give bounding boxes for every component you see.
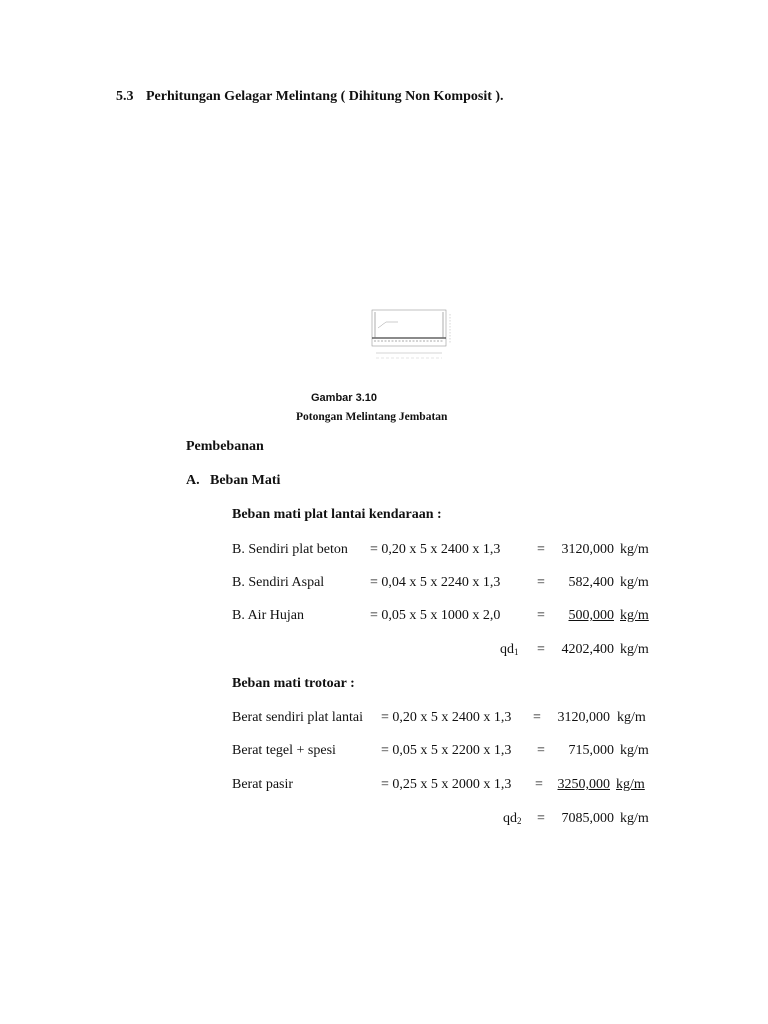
trotoar-row-value: 3250,000 [557, 777, 610, 792]
trotoar-total-subscript: 2 [517, 816, 522, 826]
trotoar-row-eq: = [537, 743, 545, 758]
figure-label: Gambar 3.10 [311, 392, 378, 404]
beban-mati-title: Beban Mati [210, 473, 281, 488]
plat-total-label [500, 643, 519, 657]
plat-row-value: 3120,000 [561, 542, 614, 557]
trotoar-row-label: Berat pasir [232, 777, 294, 792]
trotoar-heading: Beban mati trotoar : [232, 676, 355, 691]
plat-row-formula: = 0,05 x 5 x 1000 x 2,0 [370, 608, 501, 623]
plat-row-eq: = [537, 575, 545, 590]
plat-total-symbol: qd [500, 642, 514, 657]
trotoar-row-formula: = 0,05 x 5 x 2200 x 1,3 [381, 743, 512, 758]
plat-row-formula: = 0,20 x 5 x 2400 x 1,3 [370, 542, 501, 557]
trotoar-row-label: Berat tegel + spesi [232, 743, 336, 758]
plat-total-eq: = [537, 642, 545, 657]
plat-total-unit: kg/m [620, 642, 649, 657]
plat-row-unit: kg/m [620, 542, 649, 557]
trotoar-row-formula: = 0,20 x 5 x 2400 x 1,3 [381, 710, 512, 725]
trotoar-row-value: 715,000 [568, 743, 614, 758]
trotoar-row-value: 3120,000 [557, 710, 610, 725]
plat-row-eq: = [537, 542, 545, 557]
plat-row-value: 500,000 [568, 608, 614, 623]
plat-row-eq: = [537, 608, 545, 623]
trotoar-total-unit: kg/m [620, 811, 649, 826]
plat-total-value: 4202,400 [561, 642, 614, 657]
trotoar-row-label: Berat sendiri plat lantai [232, 710, 364, 725]
figure-caption: Potongan Melintang Jembatan [296, 411, 448, 423]
plat-row-value: 582,400 [568, 575, 614, 590]
plat-row-formula: = 0,04 x 5 x 2240 x 1,3 [370, 575, 501, 590]
trotoar-total-label [503, 812, 522, 826]
trotoar-row-formula: = 0,25 x 5 x 2000 x 1,3 [381, 777, 512, 792]
plat-row-label: B. Air Hujan [232, 608, 304, 623]
pembebanan-heading: Pembebanan [186, 439, 264, 454]
section-title: Perhitungan Gelagar Melintang ( Dihitung Non Komposit ). [146, 89, 504, 104]
section-number: 5.3 [116, 89, 134, 104]
plat-row-label: B. Sendiri Aspal [232, 575, 325, 590]
plat-row-unit: kg/m [620, 608, 649, 623]
plat-total-subscript: 1 [514, 647, 519, 657]
trotoar-row-eq: = [533, 710, 541, 725]
plat-row-unit: kg/m [620, 575, 649, 590]
bridge-cross-section-figure [366, 306, 452, 362]
trotoar-total-symbol: qd [503, 811, 517, 826]
plat-lantai-heading: Beban mati plat lantai kendaraan : [232, 507, 442, 522]
trotoar-total-eq: = [537, 811, 545, 826]
beban-mati-marker: A. [186, 473, 200, 488]
plat-row-label: B. Sendiri plat beton [232, 542, 348, 557]
trotoar-row-unit: kg/m [616, 777, 645, 792]
trotoar-row-unit: kg/m [620, 743, 649, 758]
trotoar-row-eq: = [535, 777, 543, 792]
trotoar-row-unit: kg/m [617, 710, 646, 725]
trotoar-total-value: 7085,000 [561, 811, 614, 826]
